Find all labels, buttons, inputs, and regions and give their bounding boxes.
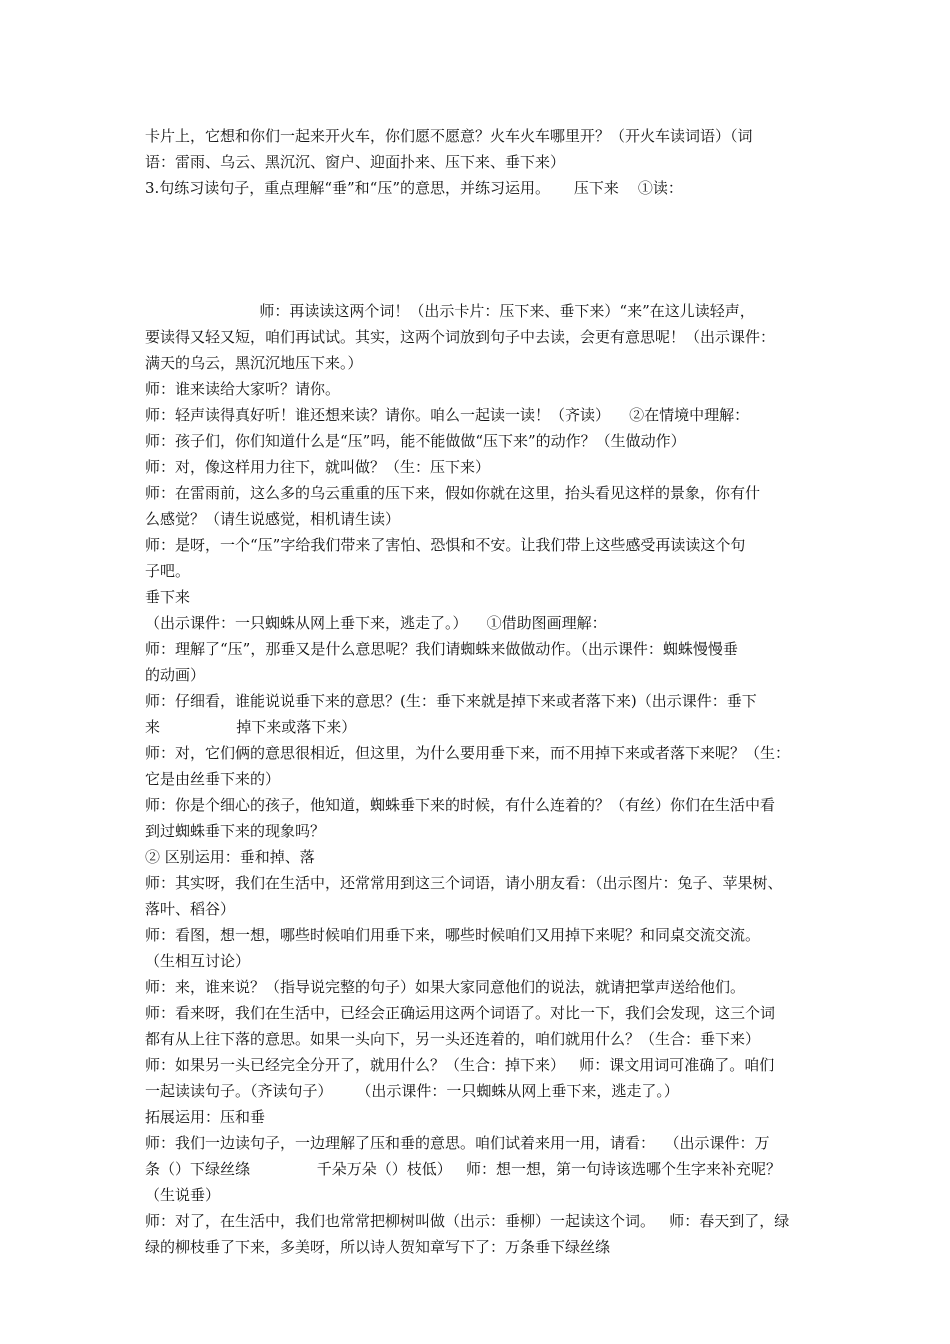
text-line: 师：轻声读得真好听！谁还想来读？请你。咱么一起读一读！（齐读） ②在情境中理解： [145,406,750,424]
text-line: 师：在雷雨前，这么多的乌云重重的压下来，假如你就在这里，抬头看见这样的景象，你有什 [145,484,761,502]
text-line: 师：是呀，一个“压”字给我们带来了害怕、恐惧和不安。让我们带上这些感受再读读这个句 [145,536,746,554]
text-line: 师：仔细看，谁能说说垂下来的意思？(生：垂下来就是掉下来或者落下来)（出示课件：垂下 [145,692,757,710]
text-line: 师：看图，想一想，哪些时候咱们用垂下来，哪些时候咱们又用掉下来呢？和同桌交流交流。 [145,926,761,944]
text-line: 满天的乌云，黑沉沉地压下来。） [145,354,363,372]
text-line: 师：谁来读给大家听？请你。 [145,380,341,398]
text-line: 师：理解了“压”，那垂又是什么意思呢？我们请蜘蛛来做做动作。（出示课件：蜘蛛慢慢垂 [145,640,738,658]
text-line: 来 掉下来或落下来） [145,718,357,736]
text-line: 卡片上，它想和你们一起来开火车，你们愿不愿意？火车火车哪里开？（开火车读词语）（词 [145,127,753,145]
text-line: 师：你是个细心的孩子，他知道，蜘蛛垂下来的时候，有什么连着的？（有丝）你们在生活中看 [145,796,776,814]
text-line: （出示课件：一只蜘蛛从网上垂下来，逃走了。） ①借助图画理解： [145,614,607,632]
section-heading: 拓展运用：压和垂 [145,1108,266,1126]
text-line: 都有从上往下落的意思。如果一头向下，另一头还连着的，咱们就用什么？（生合：垂下来） [145,1030,761,1048]
text-line: 的动画） [145,666,206,684]
text-line: 条（）下绿丝绦 千朵万朵（）枝低） 师：想一想，第一句诗该选哪个生字来补充呢？ [145,1160,782,1178]
text-line: 语：雷雨、乌云、黑沉沉、窗户、迎面扑来、压下来、垂下来） [145,153,566,171]
text-line: 么感觉？（请生说感觉，相机请生读） [145,510,401,528]
text-line: 要读得又轻又短，咱们再试试。其实，这两个词放到句子中去读，会更有意思呢！（出示课件： [145,328,776,346]
text-line: 师：对，它们俩的意思很相近，但这里，为什么要用垂下来，而不用掉下来或者落下来呢？（生： [145,744,791,762]
text-line: 它是由丝垂下来的） [145,770,281,788]
section-heading: 垂下来 [145,588,191,606]
text-line: 绿的柳枝垂了下来，多美呀，所以诗人贺知章写下了：万条垂下绿丝绦 [145,1238,611,1256]
text-line: 师：对了，在生活中，我们也常常把柳树叫做（出示：垂柳）一起读这个词。 师：春天到了，绿 [145,1212,790,1230]
section-heading: ② 区别运用：垂和掉、落 [145,848,315,866]
text-line: 师：看来呀，我们在生活中，已经会正确运用这两个词语了。对比一下，我们会发现，这三个词 [145,1004,776,1022]
text-line: 师：来，谁来说？（指导说完整的句子）如果大家同意他们的说法，就请把掌声送给他们。 [145,978,746,996]
text-line: （生说垂） [145,1186,221,1204]
text-line: （生相互讨论） [145,952,251,970]
text-line: 到过蜘蛛垂下来的现象吗？ [145,822,326,840]
text-line: 3.句练习读句子，重点理解“垂”和“压”的意思，并练习运用。 压下来 ①读： [145,179,683,197]
text-line: 师：再读读这两个词！（出示卡片：压下来、垂下来）“来”在这儿读轻声， [145,302,755,320]
text-line: 一起读读句子。（齐读句子） （出示课件：一只蜘蛛从网上垂下来，逃走了。） [145,1082,679,1100]
text-line: 师：如果另一头已经完全分开了，就用什么？（生合：掉下来） 师：课文用词可准确了。咱们 [145,1056,775,1074]
text-line: 师：对，像这样用力往下，就叫做？（生：压下来） [145,458,491,476]
text-line: 落叶、稻谷） [145,900,236,918]
text-line: 师：其实呀，我们在生活中，还常常用到这三个词语，请小朋友看：（出示图片：兔子、苹果树、 [145,874,783,892]
text-line: 师：我们一边读句子，一边理解了压和垂的意思。咱们试着来用一用，请看： （出示课件：万 [145,1134,770,1152]
text-line: 子吧。 [145,562,191,580]
text-line: 师：孩子们，你们知道什么是“压”吗，能不能做做“压下来”的动作？（生做动作） [145,432,686,450]
